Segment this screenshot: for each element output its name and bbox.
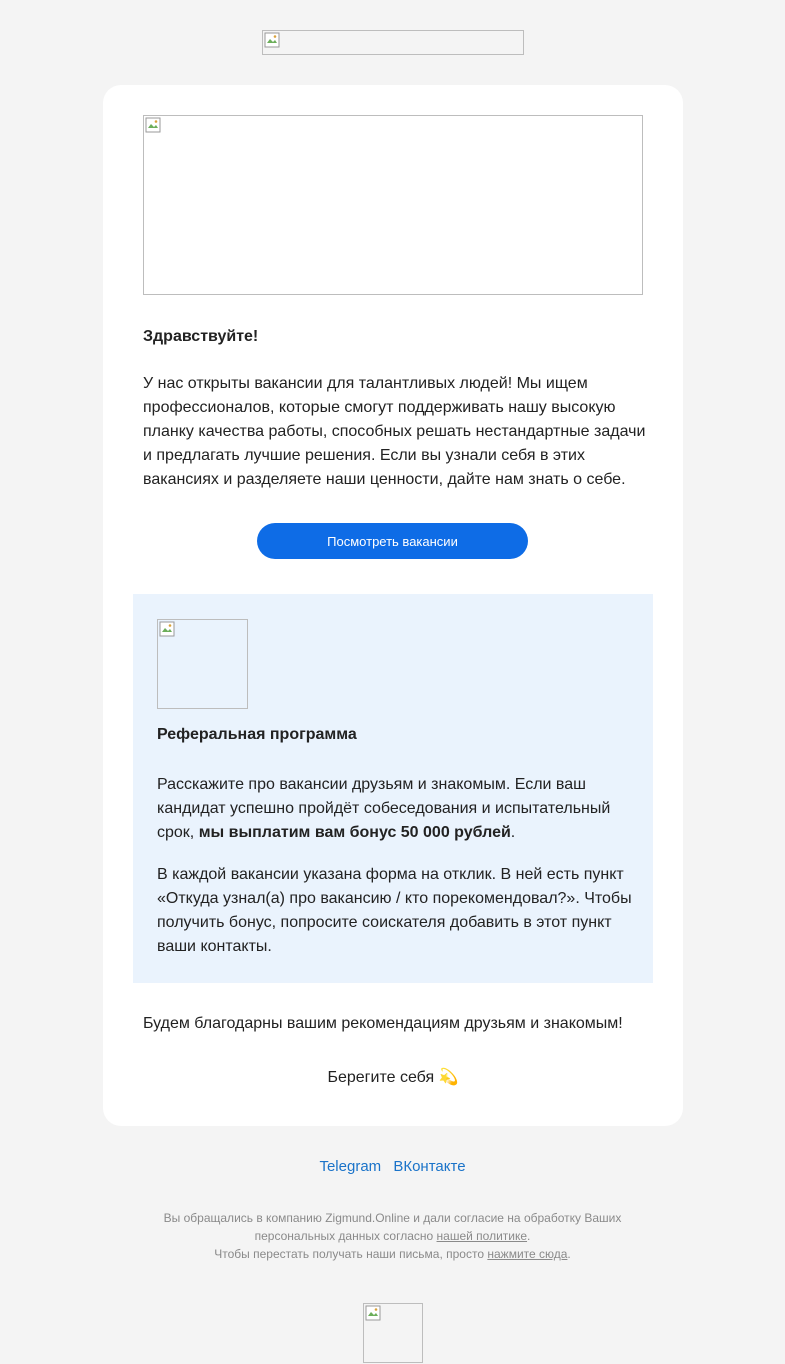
privacy-policy-link[interactable]: нашей политике xyxy=(436,1229,528,1243)
consent-text: Вы обращались в компанию Zigmund.Online и дали согласие на обработку Ваших персональных данных согласно xyxy=(163,1211,622,1243)
hero-image xyxy=(143,115,643,295)
greeting-heading: Здравствуйте! xyxy=(143,328,259,345)
unsubscribe-text: Чтобы перестать получать наши письма, просто xyxy=(214,1247,488,1261)
referral-title: Реферальная программа xyxy=(157,726,357,743)
vk-link[interactable]: ВКонтакте xyxy=(393,1158,466,1175)
broken-image-icon xyxy=(264,32,280,48)
unsubscribe-text-end: . xyxy=(567,1247,571,1261)
telegram-link[interactable]: Telegram xyxy=(319,1158,382,1175)
broken-image-icon xyxy=(159,621,175,637)
thanks-paragraph: Будем благодарны вашим рекомендациям друзьям и знакомым! xyxy=(143,1015,623,1032)
intro-paragraph: У нас открыты вакансии для талантливых людей! Мы ищем профессионалов, которые смогут поддерживать нашу высокую планку качества работы, способных решать нестандартные задачи и предлагать лучшие решения. Если вы узнали себя в этих вакансиях и разделяете наши ценности, дайте нам знать о себе. xyxy=(143,375,646,488)
referral-program-block xyxy=(133,594,653,983)
social-links xyxy=(0,1157,785,1177)
referral-paragraph-form: В каждой вакансии указана форма на отклик. В ней есть пункт «Откуда узнал(а) про вакансию / кто порекомендовал?». Чтобы получить бонус, попросите соискателя добавить в этот пункт ваши контакты. xyxy=(157,866,632,955)
email-card xyxy=(103,85,683,1126)
bonus-amount-text: мы выплатим вам бонус 50 000 рублей xyxy=(198,824,511,841)
view-vacancies-button[interactable]: Посмотреть вакансии xyxy=(257,523,528,559)
footer-legal-text xyxy=(140,1209,645,1263)
header-logo-image[interactable] xyxy=(262,30,524,55)
referral-text-end: . xyxy=(510,824,516,841)
farewell-text: Берегите себя 💫 xyxy=(327,1069,459,1086)
referral-icon-image xyxy=(157,619,248,709)
footer-logo-image[interactable] xyxy=(363,1303,423,1363)
unsubscribe-link[interactable]: нажмите сюда xyxy=(487,1247,568,1261)
referral-text: Расскажите про вакансии друзьям и знакомым. Если ваш кандидат успешно пройдёт собеседования и испытательный срок, xyxy=(157,776,611,841)
broken-image-icon xyxy=(145,117,161,133)
broken-image-icon xyxy=(365,1305,381,1321)
consent-text-end: . xyxy=(527,1229,531,1243)
referral-paragraph-bonus xyxy=(157,773,637,845)
